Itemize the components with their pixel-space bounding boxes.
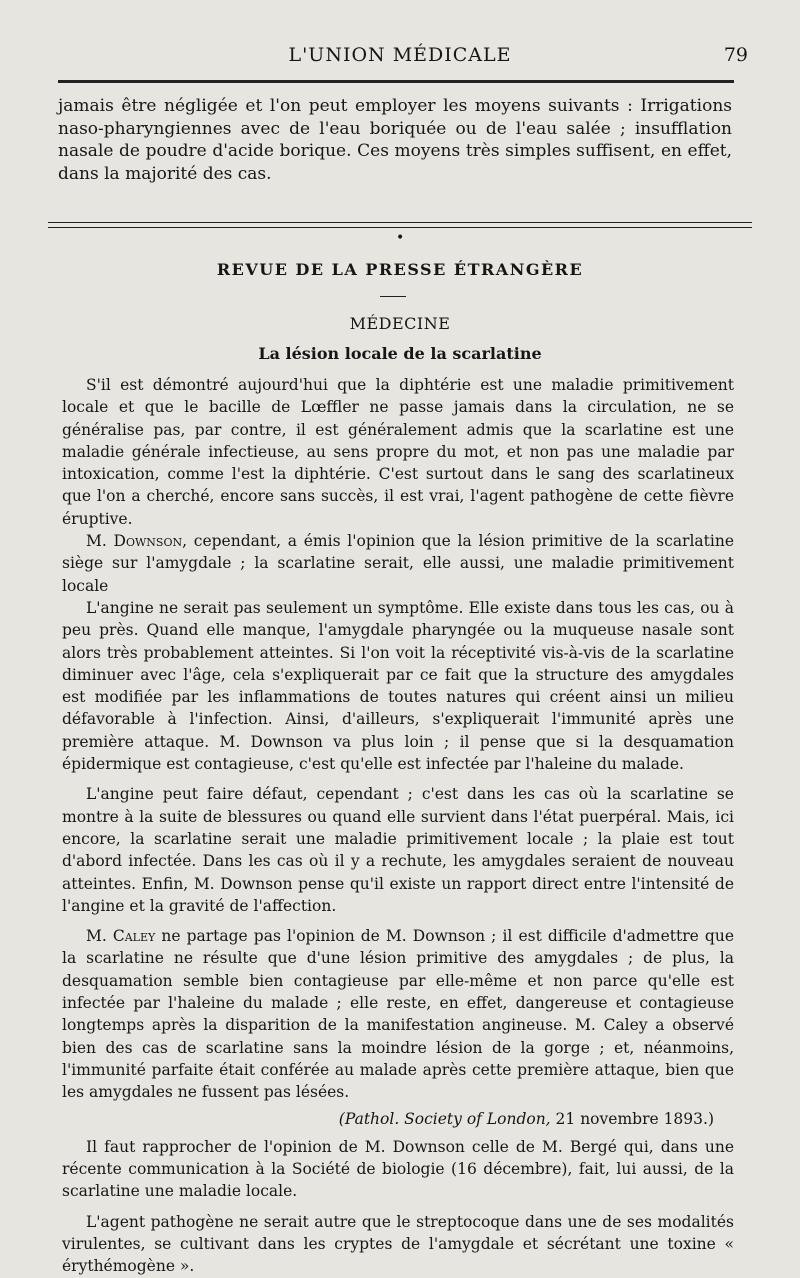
section-divider (48, 222, 752, 228)
intro-paragraph: jamais être négligée et l'on peut employer les moyens suivants : Irrigations naso-pharyngiennes avec de l'eau boriquée ou de l'eau salée ; insufflation nasale de poudre d'acide borique. Ces moyens très simples suffisent, en effet, dans la majorité des cas. (58, 96, 732, 184)
author-name: M. Caley (86, 927, 156, 946)
paragraph (62, 530, 734, 597)
subsection-title: MÉDECINE (349, 314, 451, 333)
article-body (62, 374, 734, 1278)
running-header (0, 40, 800, 70)
journal-title: L'UNION MÉDICALE (288, 44, 512, 66)
article-title: La lésion locale de la scarlatine (258, 344, 542, 363)
paragraph (62, 925, 734, 1103)
page-number: 79 (723, 44, 748, 66)
author-name: M. Downson (86, 532, 183, 551)
paragraph-text: , cependant, a émis l'opinion que la lésion primitive de la scarlatine siège sur l'amygdale ; la scarlatine serait, elle aussi, une maladie primitivement locale (62, 532, 735, 595)
paragraph: L'angine peut faire défaut, cependant ; c'est dans les cas où la scarlatine se montre à la suite de blessures ou quand elle survient dans l'état puerpéral. Mais, ici encore, la scarlatine serait une maladie primitivement locale ; la plaie est tout d'abord infectée. Dans les cas où il y a rechute, les amygdales seraient de nouveau atteintes. Enfin, M. Downson pense qu'il existe un rapport direct entre l'intensité de l'angine et la gravité de l'affection. (62, 785, 734, 915)
paragraph: Il faut rapprocher de l'opinion de M. Downson celle de M. Bergé qui, dans une récente communication à la Société de biologie (16 décembre), fait, lui aussi, de la scarlatine une maladie locale. (62, 1137, 734, 1201)
section-title: REVUE DE LA PRESSE ÉTRANGÈRE (216, 260, 584, 279)
citation (62, 1108, 714, 1130)
citation-date: 21 novembre 1893.) (550, 1109, 714, 1128)
paragraph: L'agent pathogène ne serait autre que le streptocoque dans une de ses modalités virulentes, se cultivant dans les cryptes de l'amygdale et sécrétant une toxine « érythémogène ». (62, 1212, 734, 1276)
paragraph-text: ne partage pas l'opinion de M. Downson ; il est difficile d'admettre que la scarlatine ne résulte que d'une lésion primitive des amygdales ; de plus, la desquamation semble bien contagieuse par elle-même et non parce qu'elle est infectée par l'haleine du malade ; elle reste, en effet, dangereuse et contagieuse longtemps après la disparition de la manifestation angineuse. M. Caley a observé bien des cas de scarlatine sans la moindre lésion de la gorge ; et, néanmoins, l'immunité parfaite était conférée au malade après cette première attaque, bien que les amygdales ne fussent pas lésées. (62, 927, 734, 1102)
divider-dot: • (396, 230, 405, 246)
paragraph: S'il est démontré aujourd'hui que la diphtérie est une maladie primitivement locale et que le bacille de Lœffler ne passe jamais dans la circulation, ne se généralise pas, par contre, il est généralement admis que la scarlatine est une maladie générale infectieuse, au sens propre du mot, et non pas une maladie par intoxication, comme l'est la diphtérie. C'est surtout dans le sang des scarlatineux que l'on a cherché, encore sans succès, il est vrai, l'agent pathogène de cette fièvre éruptive. (62, 376, 734, 528)
citation-source: (Pathol. Society of London, (338, 1109, 551, 1128)
header-rule (58, 80, 734, 83)
paragraph: L'angine ne serait pas seulement un symptôme. Elle existe dans tous les cas, ou à peu près. Quand elle manque, l'amygdale pharyngée ou la muqueuse nasale sont alors très probablement atteintes. Si l'on voit la réceptivité vis-à-vis de la scarlatine diminuer avec l'âge, cela s'expliquerait par ce fait que la structure des amygdales est modifiée par les inflammations de toutes natures qui créent ainsi un milieu défavorable à l'infection. Ainsi, d'ailleurs, s'expliquerait l'immunité après une première attaque. M. Downson va plus loin ; il pense que si la desquamation épidermique est contagieuse, c'est qu'elle est infectée par l'haleine du malade. (62, 598, 734, 774)
short-rule (380, 296, 406, 297)
